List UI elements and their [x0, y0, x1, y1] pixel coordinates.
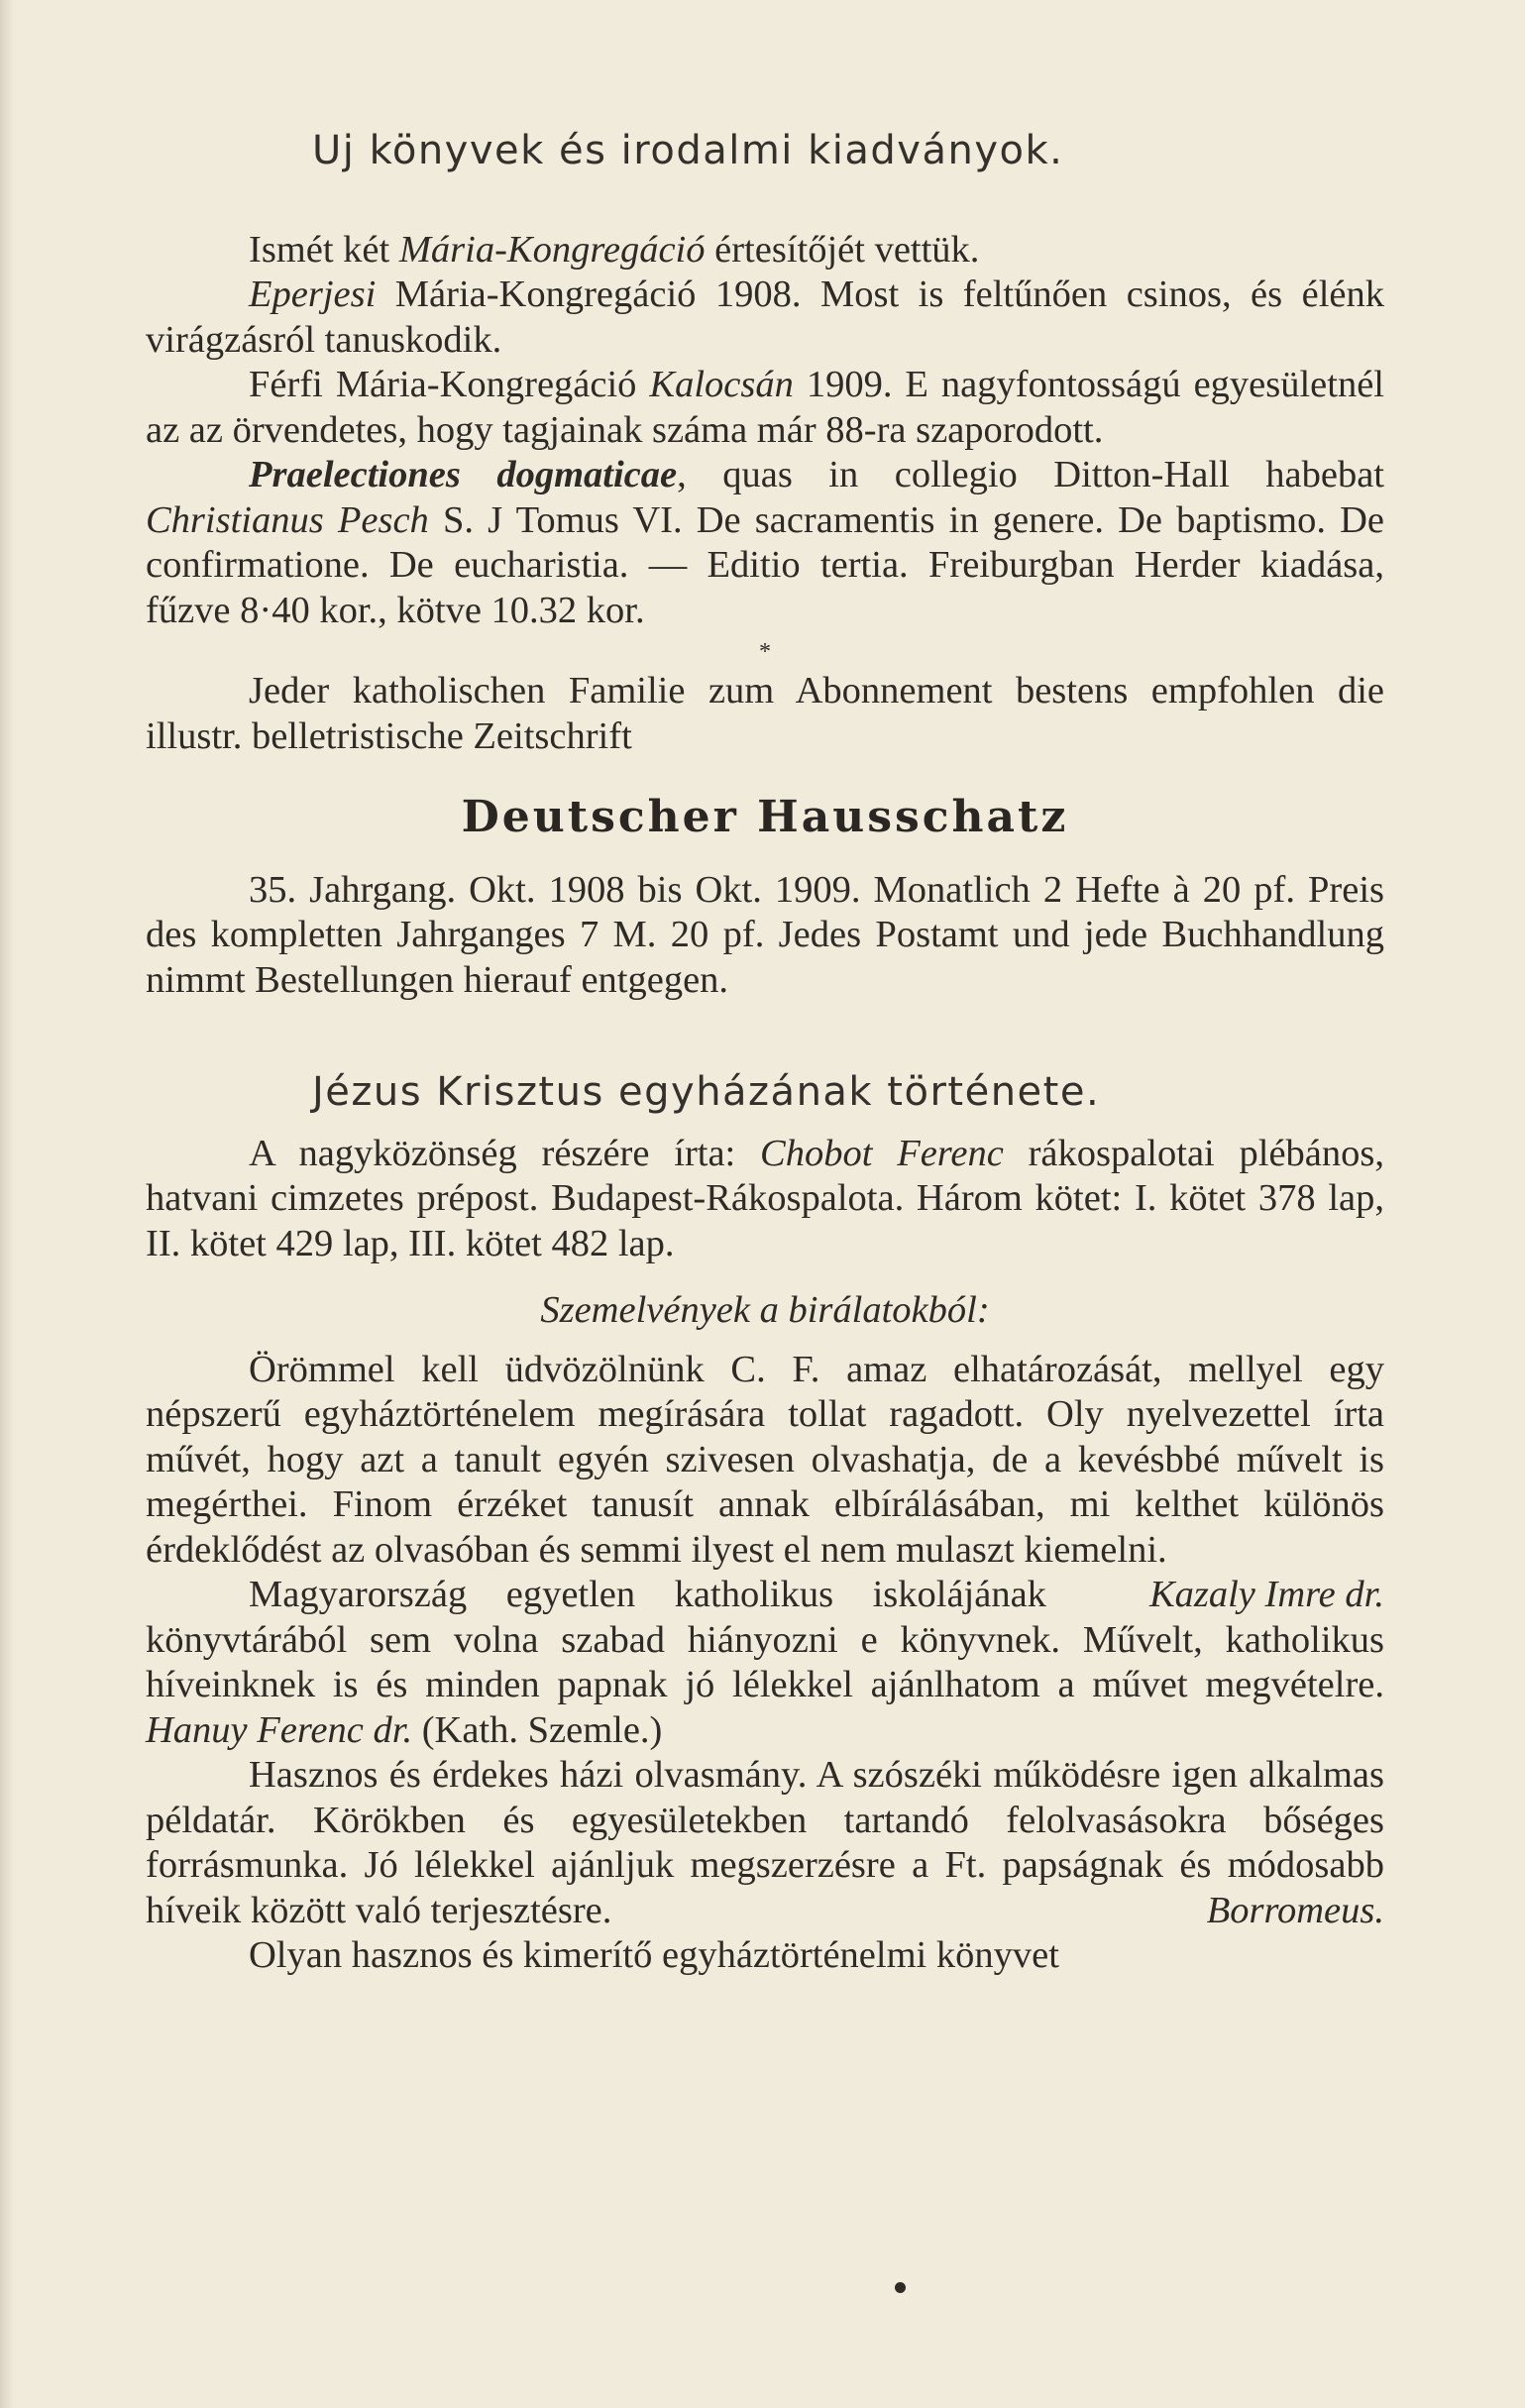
review-source: (Kath. Szemle.)	[412, 1708, 663, 1751]
text: rákospalotai plébános, hatvani cimzetes prépost. Budapest-Rákospalota. Három kötet: I. kötet 378 lap, II. kötet 429 lap, III. kötet 482 lap.	[146, 1132, 1385, 1264]
italic-title: Mária-Kongregáció	[398, 228, 706, 271]
review-signature: Borromeus.	[1206, 1889, 1384, 1931]
text: értesítőjét vettük.	[705, 228, 980, 271]
text: S. J Tomus VI. De sacramentis in genere. De baptismo. De confirmatione. De eucharistia. — Editio tertia. Freiburgban Herder kiadása, fűzve 8·40 kor., kötve 10.32 kor.	[146, 498, 1384, 631]
paragraph-eperjes	[146, 273, 1384, 363]
paragraph-hausschatz-intro: Jeder katholischen Familie zum Abonnement bestens empfohlen die illustr. belletristische Zeitschrift	[146, 670, 1384, 757]
section-heading-church-history: Jézus Krisztus egyházának története.	[312, 1069, 1101, 1115]
paragraph-kalocsa	[146, 363, 1384, 453]
page-edge-shadow	[0, 0, 14, 2408]
review-continued: Olyan hasznos és kimerítő egyháztörténelmi könyvet	[249, 1934, 1059, 1976]
review-signature: Hanuy Ferenc dr.	[146, 1708, 413, 1751]
paragraph-book-description	[146, 1132, 1384, 1267]
review-text: Magyarország egyetlen katholikus iskolájának könyvtárából sem volna szabad hiányozni e könyvnek. Művelt, katholikus híveinknek is és minden papnak jó lélekkel ajánlhatom a művet megvételre.	[146, 1574, 1384, 1705]
excerpts-heading: Szemelvények a birálatokból:	[540, 1289, 990, 1331]
paragraph-hausschatz-details: 35. Jahrgang. Okt. 1908 bis Okt. 1909. Monatlich 2 Hefte à 20 pf. Preis des kompletten Jahrganges 7 M. 20 pf. Jedes Postamt und jede Buchhandlung nimmt Bestellungen hierauf entgegen.	[146, 868, 1384, 1001]
italic-author: Christianus Pesch	[146, 498, 429, 541]
text: A nagyközönség részére írta:	[249, 1132, 761, 1174]
italic-author: Chobot Ferenc	[760, 1132, 1004, 1174]
section-separator-asterisk: *	[759, 639, 771, 665]
text: 1909. E nagyfontosságú egyesületnél az az örvendetes, hogy tagjainak száma már 88-ra szaporodott.	[146, 364, 1384, 451]
review-kazaly	[146, 1348, 1384, 1615]
italic-place: Eperjesi	[249, 274, 377, 315]
magazine-title: Deutscher Hausschatz	[461, 792, 1069, 842]
text: , quas in collegio Ditton-Hall habebat	[677, 454, 1384, 495]
paragraph-praelectiones	[146, 453, 1384, 633]
review-text: Örömmel kell üdvözölnünk C. F. amaz elhatározását, mellyel egy népszerű egyháztörténelem megírására tollat ragadott. Oly nyelvezettel írta művét, hogy azt a tanult egyén szivesen olvashatja, de a kevésbbé művelt is megérthei. Finom érzéket tanusít annak elbírálásában, mi kelthet különös érdeklődést az olvasóban és semmi ilyest el nem mulaszt kiemelni.	[146, 1348, 1384, 1571]
text: Ismét két	[249, 228, 399, 271]
review-text: Hasznos és érdekes házi olvasmány. A szószéki működésre igen alkalmas példatár. Körökben és egyesületekben tartandó felolvasásokra bőséges forrásmunka. Jó lélekkel ajánljuk megszerzésre a Ft. papságnak és módosabb híveik között való terjesztésre.	[146, 1754, 1384, 1931]
section-heading-new-books: Uj könyvek és irodalmi kiadványok.	[312, 128, 1064, 173]
page-footer-dot	[895, 2282, 906, 2293]
page-content	[146, 129, 1384, 1979]
text: Férfi Mária-Kongregáció	[249, 364, 650, 405]
text: Mária-Kongregáció 1908. Most is feltűnően csinos, és élénk virágzásról tanuskodik.	[146, 274, 1384, 361]
review-signature: Kazaly Imre dr.	[1148, 1574, 1384, 1615]
bold-title: Praelectiones dogmaticae	[249, 454, 678, 495]
paragraph-kongregacio-intro	[146, 228, 1384, 274]
italic-place: Kalocsán	[649, 364, 794, 405]
review-borromeus	[146, 1753, 1384, 1933]
